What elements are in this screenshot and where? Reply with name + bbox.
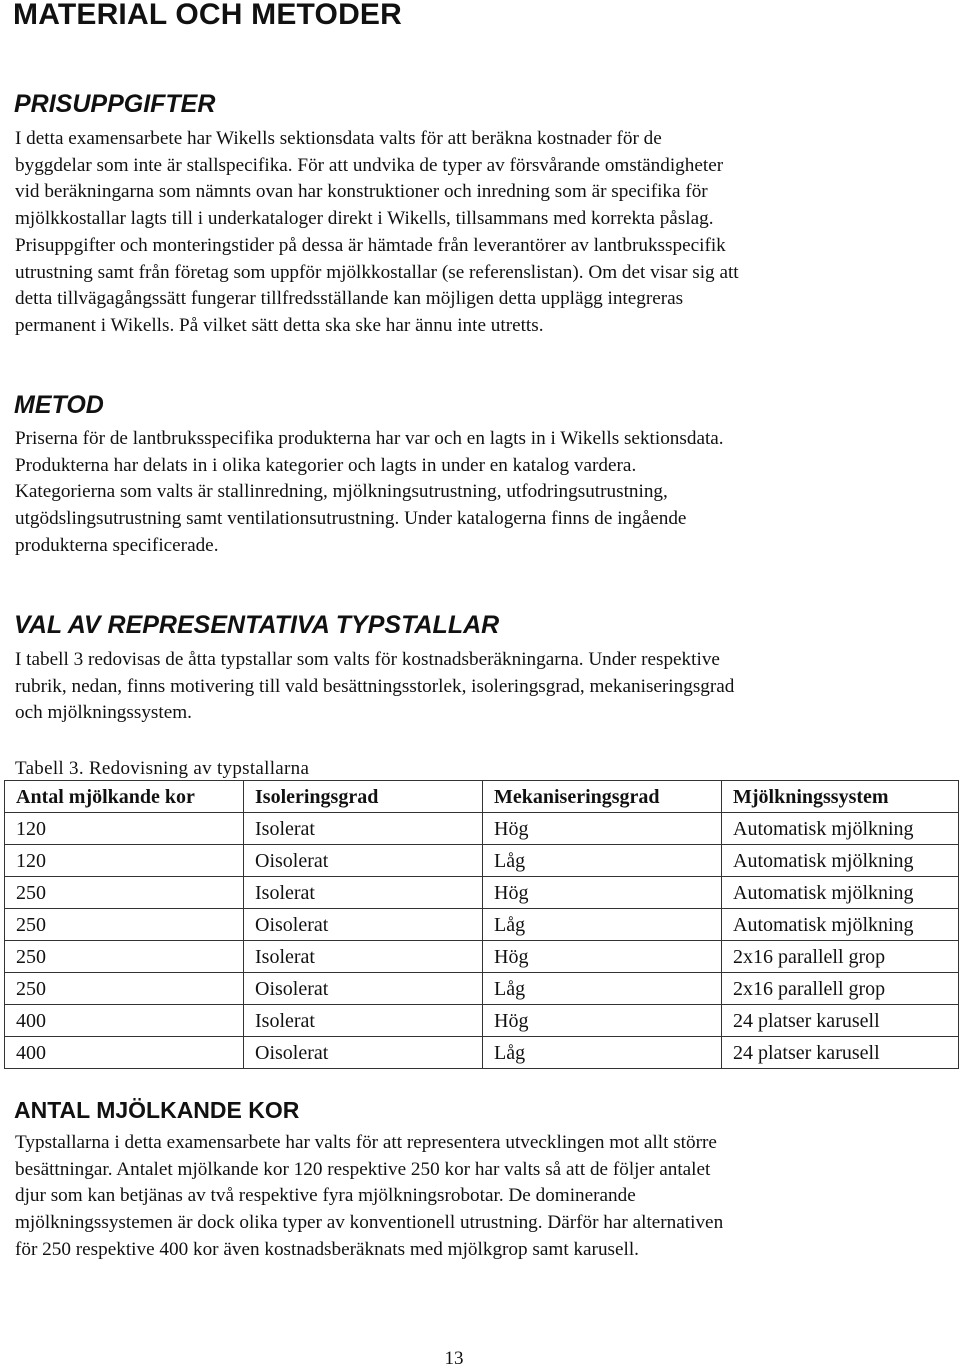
column-header: Antal mjölkande kor (5, 781, 244, 813)
text-line: vid beräkningarna som nämnts ovan har konstruktioner och inredning som är specifika för (15, 181, 708, 203)
section-heading-metod: METOD (14, 391, 104, 419)
main-title: MATERIAL OCH METODER (13, 0, 403, 31)
table-cell: 400 (5, 1037, 244, 1069)
table-cell: Oisolerat (244, 845, 483, 877)
text-line: mjölkkostallar lagts till i underkataloger direkt i Wikells, tillsammans med korrekta påslag. (15, 208, 714, 230)
text-line: Typstallarna i detta examensarbete har valts för att representera utvecklingen mot allt större (15, 1132, 717, 1153)
table-cell: 24 platser karusell (722, 1037, 959, 1069)
table-cell: Hög (483, 813, 722, 845)
table-cell: Låg (483, 909, 722, 941)
table-cell: Oisolerat (244, 909, 483, 941)
text-line: och mjölkningssystem. (15, 702, 192, 724)
paragraph-prisuppgifter (15, 126, 950, 340)
text-line: för 250 respektive 400 kor även kostnadsberäknats med mjölkgrop samt karusell. (15, 1238, 639, 1260)
table-row (5, 973, 959, 1005)
table-cell: 250 (5, 877, 244, 909)
table-row (5, 1005, 959, 1037)
table-cell: 120 (5, 813, 244, 845)
text-line: Kategorierna som valts är stallinredning, mjölkningsutrustning, utfodringsutrustning, (15, 481, 668, 503)
table-cell: Låg (483, 973, 722, 1005)
text-line: byggdelar som inte är stallspecifika. För att undvika de typer av försvårande omständigheter (15, 154, 724, 176)
table-row (5, 909, 959, 941)
table-cell: Oisolerat (244, 973, 483, 1005)
table-row (5, 813, 959, 845)
text-line: djur som kan betjänas av två respektive fyra mjölkningsrobotar. De dominerande (15, 1185, 636, 1207)
text-line: mjölkningssystemen är dock olika typer av konventionell utrustning. Därför har alternativen (15, 1212, 724, 1234)
table-cell: 120 (5, 845, 244, 877)
table-caption: Tabell 3. Redovisning av typstallarna (15, 758, 310, 779)
page-number: 13 (444, 1348, 464, 1369)
table-cell: Isolerat (244, 877, 483, 909)
text-line: utrustning samt från företag som uppför mjölkkostallar (se referenslistan). Om det visar sig att (15, 261, 739, 283)
paragraph-metod (15, 426, 950, 560)
typstallar-table (4, 780, 959, 1069)
section-heading-val: VAL AV REPRESENTATIVA TYPSTALLAR (14, 611, 500, 639)
text-line: detta tillvägagångssätt fungerar tillfredsställande kan möjligen detta upplägg integreras (15, 288, 684, 310)
table-cell: Isolerat (244, 941, 483, 973)
text-line: rubrik, nedan, finns motivering till vald besättningsstorlek, isoleringsgrad, mekaniseringsgrad (15, 675, 735, 697)
text-line: Prisuppgifter och monteringstider på dessa är hämtade från leverantörer av lantbruksspecifik (15, 234, 726, 256)
table-cell: Låg (483, 1037, 722, 1069)
table-row (5, 845, 959, 877)
table-cell: 24 platser karusell (722, 1005, 959, 1037)
table-cell: Isolerat (244, 813, 483, 845)
table-cell: 250 (5, 973, 244, 1005)
table-cell: 2x16 parallell grop (722, 973, 959, 1005)
table-row (5, 877, 959, 909)
section-heading-prisuppgifter: PRISUPPGIFTER (14, 90, 216, 118)
text-line: Priserna för de lantbruksspecifika produkterna har var och en lagts in i Wikells sektionsdata. (15, 428, 724, 449)
section-heading-antal: ANTAL MJÖLKANDE KOR (14, 1097, 300, 1123)
table-row (5, 941, 959, 973)
text-line: Produkterna har delats in i olika kategorier och lagts in under en katalog vardera. (15, 454, 637, 476)
column-header: Isoleringsgrad (244, 781, 483, 813)
table-cell: 2x16 parallell grop (722, 941, 959, 973)
table-header-row (5, 781, 959, 813)
text-line: permanent i Wikells. På vilket sätt detta ska ske har ännu inte utretts. (15, 314, 544, 336)
text-line: I detta examensarbete har Wikells sektionsdata valts för att beräkna kostnader för de (15, 128, 662, 149)
table-cell: Hög (483, 877, 722, 909)
table-cell: Låg (483, 845, 722, 877)
paragraph-antal (15, 1130, 950, 1264)
table-cell: Automatisk mjölkning (722, 877, 959, 909)
text-line: utgödslingsutrustning samt ventilationsutrustning. Under katalogerna finns de ingående (15, 508, 687, 530)
table-cell: Hög (483, 1005, 722, 1037)
table-row (5, 1037, 959, 1069)
column-header: Mjölkningssystem (722, 781, 959, 813)
table-cell: Oisolerat (244, 1037, 483, 1069)
column-header: Mekaniseringsgrad (483, 781, 722, 813)
text-line: produkterna specificerade. (15, 534, 219, 556)
table-cell: Automatisk mjölkning (722, 813, 959, 845)
text-line: I tabell 3 redovisas de åtta typstallar som valts för kostnadsberäkningarna. Under respektive (15, 649, 720, 670)
table-cell: Automatisk mjölkning (722, 909, 959, 941)
paragraph-val (15, 647, 950, 727)
table-cell: 400 (5, 1005, 244, 1037)
table-cell: 250 (5, 941, 244, 973)
table-cell: Automatisk mjölkning (722, 845, 959, 877)
table-cell: Hög (483, 941, 722, 973)
text-line: besättningar. Antalet mjölkande kor 120 respektive 250 kor har valts så att de följer antalet (15, 1158, 711, 1180)
table-cell: 250 (5, 909, 244, 941)
table-cell: Isolerat (244, 1005, 483, 1037)
